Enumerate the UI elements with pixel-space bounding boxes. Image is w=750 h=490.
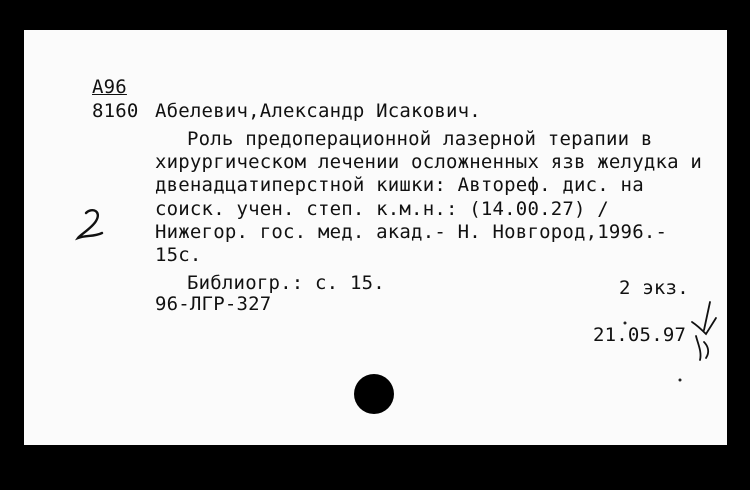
title-line: Роль предоперационной лазерной терапии в (187, 128, 653, 150)
title-line: соиск. учен. степ. к.м.н.: (14.00.27) / (155, 198, 609, 220)
shelf-code: A96 (92, 76, 127, 98)
copies-count: 2 экз. (619, 277, 689, 299)
card-punch-hole (354, 374, 394, 414)
ink-speck (676, 376, 686, 386)
bibliography-note: Библиогр.: с. 15. (187, 272, 385, 294)
ink-speck (620, 318, 630, 328)
handwritten-initials-mark (688, 300, 722, 366)
author-heading: Абелевич,Александр Исакович. (155, 100, 481, 122)
registration-number: 96-ЛГР-327 (155, 293, 272, 315)
title-line: двенадцатиперстной кишки: Автореф. дис. на (155, 174, 644, 196)
stamp-date: 21.05.97 (593, 324, 687, 346)
call-number: 8160 (92, 100, 139, 122)
handwritten-number-mark (72, 205, 112, 245)
title-line: Нижегор. гос. мед. акад.- Н. Новгород,1996.- (155, 221, 668, 243)
title-line: хирургическом лечении осложненных язв желудка и (155, 151, 703, 173)
title-line: 15с. (155, 244, 202, 266)
